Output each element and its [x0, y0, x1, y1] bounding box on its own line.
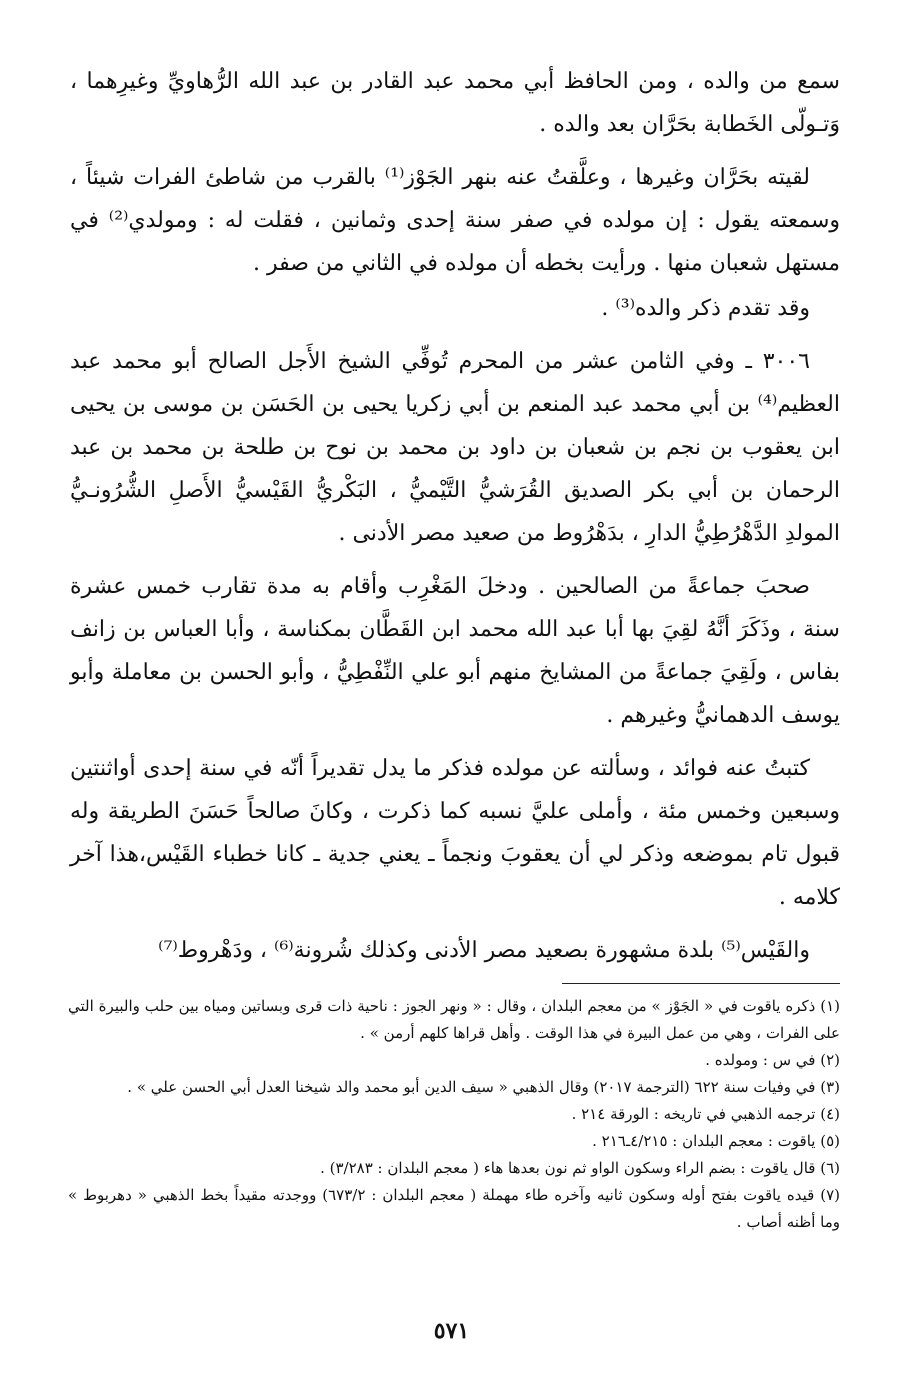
entry-3006: ٣٠٠٦ ـ وفي الثامن عشر من المحرم تُوفِّي الشيخ الأَجل الصالح أبو محمد عبد العظيم⁽⁴⁾ بن أبي محمد عبد المنعم بن أبي زكريا يحيى بن الحَسَن بن موسى بن يحيى ابن يعقوب بن نجم بن شعبان بن داود بن محمد بن نوح بن طلحة بن محمد بن عبد الرحمان بن أبي بكر الصديق القُرَشيُّ التَّيْميُّ ، البَكْريُّ القَيْسيُّ الأَصلِ الشُّرُونـيُّ المولدِ الدَّهْرُطِيُّ الدارِ ، بدَهْرُوط من صعيد مصر الأدنى . [70, 349, 840, 546]
paragraph-7: والقَيْس⁽⁵⁾ بلدة مشهورة بصعيد مصر الأدنى وكذلك شُرونة⁽⁶⁾ ، ودَهْروط⁽⁷⁾ [158, 938, 810, 963]
footnote-2: (٢) في س : ومولده . [705, 1051, 840, 1069]
paragraph-3: وقد تقدم ذكر والده⁽³⁾ . [601, 296, 810, 321]
footnote-4: (٤) ترجمه الذهبي في تاريخه : الورقة ٢١٤ . [571, 1105, 840, 1123]
paragraph-5: صحبَ جماعةً من الصالحين . ودخلَ المَغْرِب وأقام به مدة تقارب خمس عشرة سنة ، وذَكَرَ أنَّهُ لقِيَ بها أبا عبد الله محمد ابن القَطَّان بمكناسة ، وأبا العباس بن زانف بفاس ، ولَقِيَ جماعةً من المشايخ منهم أبو علي النِّفْطِيُّ ، وأبو الحسن بن معاملة وأبو يوسف الدهمانيُّ وغيرهم . [70, 574, 840, 728]
paragraph-1: سمع من والده ، ومن الحافظ أبي محمد عبد القادر بن عبد الله الرُّهاويِّ وغيرِهما ، وَتـولّى الخَطابة بحَرَّان بعد والده . [70, 69, 840, 137]
footnote-separator [562, 983, 840, 984]
footnote-1: (١) ذكره ياقوت في « الجَوْز » من معجم البلدان ، وقال : « ونهر الجوز : ناحية ذات قرى وبساتين ومياه بين حلب والبيرة التي على الفرات ، وهي من عمل البيرة في هذا الوقت . وأهل قراها كلهم أرمن » . [68, 997, 840, 1042]
footnote-3: (٣) في وفيات سنة ٦٢٢ (الترجمة ٢٠١٧) وقال الذهبي « سيف الدين أبو محمد والد شيخنا العدل أبي الحسن علي » . [127, 1078, 840, 1096]
page-body [70, 60, 840, 972]
footnote-6: (٦) قال ياقوت : بضم الراء وسكون الواو ثم نون بعدها هاء ( معجم البلدان : ٣/٢٨٣) . [320, 1159, 840, 1177]
paragraph-2: لقيته بحَرَّان وغيرها ، وعلَّقتُ عنه بنهر الجَوْز⁽¹⁾ بالقرب من شاطئ الفرات شيئاً ، وسمعته يقول : إن مولده في صفر سنة إحدى وثمانين ، فقلت له : ومولدي⁽²⁾ في مستهل شعبان منها . ورأيت بخطه أن مولده في الثاني من صفر . [70, 165, 841, 276]
page-number: ٥٧١ [433, 1318, 470, 1344]
footnote-7: (٧) قيده ياقوت بفتح أوله وسكون ثانيه وآخره طاء مهملة ( معجم البلدان : ٦٧٣/٢) ووجدته مقيداً بخط الذهبي « دهربوط » وما أظنه أصاب . [68, 1186, 840, 1231]
paragraph-6: كتبتُ عنه فوائد ، وسألته عن مولده فذكر ما يدل تقديراً أنّه في سنة إحدى أواثنتين وسبعين وخمس مئة ، وأملى عليَّ نسبه كما ذكرت ، وكانَ صالحاً حَسَنَ الطريقة وله قبول تام بموضعه وذكر لي أن يعقوبَ ونجماً ـ يعني جدية ـ كانا خطباء القَيْس،هذا آخر كلامه . [70, 756, 840, 910]
footnotes [68, 993, 840, 1236]
main-text [70, 60, 840, 972]
footnote-5: (٥) ياقوت : معجم البلدان : ٤/٢١٥ـ٢١٦ . [592, 1132, 840, 1150]
